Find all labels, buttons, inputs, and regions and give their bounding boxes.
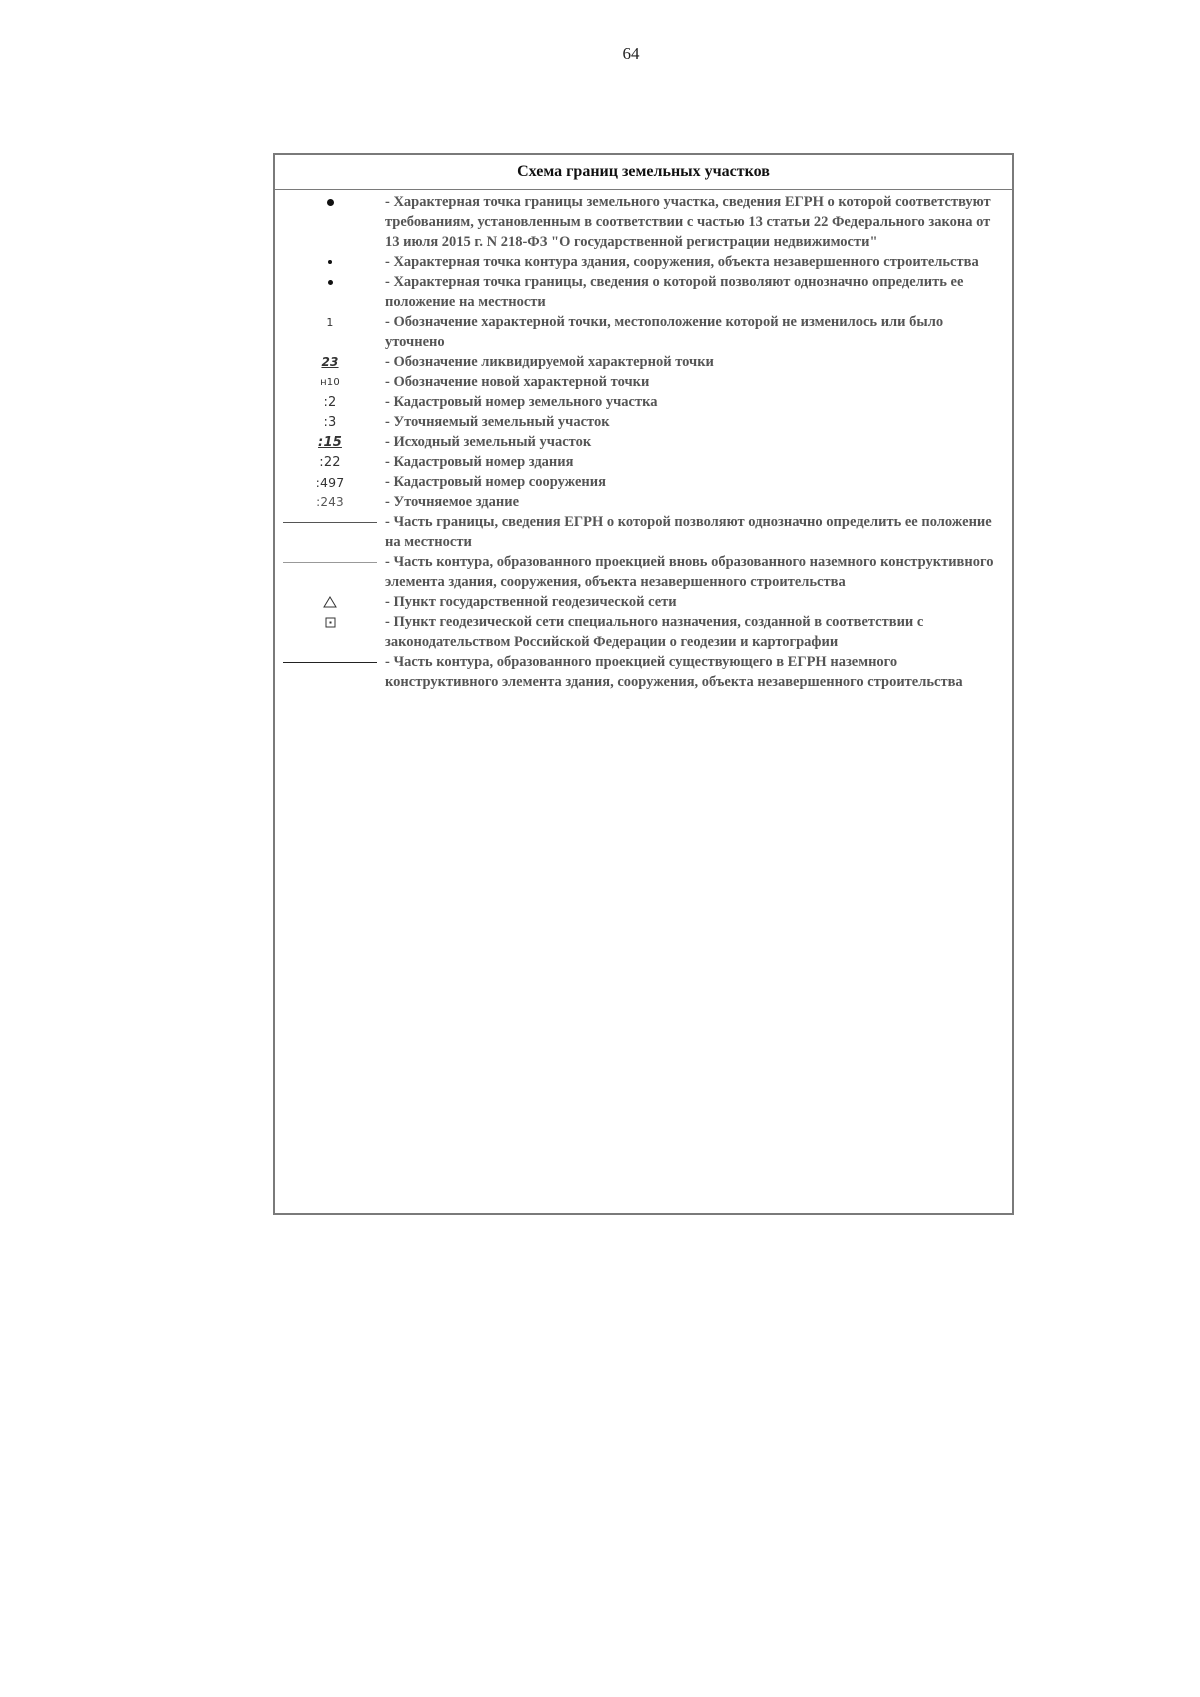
point-label: 1 bbox=[326, 315, 334, 329]
legend-symbol bbox=[275, 612, 385, 632]
legend-item bbox=[275, 312, 1012, 352]
legend-description: - Уточняемый земельный участок bbox=[385, 414, 610, 430]
legend-description: - Уточняемое здание bbox=[385, 494, 520, 510]
line-icon bbox=[283, 662, 377, 663]
legend-description: - Часть контура, образованного проекцией существующего в ЕГРН наземного конструктивного элемента здания, сооружения, объекта незавершенного строительства bbox=[385, 654, 963, 690]
legend-symbol bbox=[275, 372, 385, 392]
legend-item bbox=[275, 432, 1012, 452]
legend-item bbox=[275, 412, 1012, 432]
legend-description: - Часть контура, образованного проекцией вновь образованного наземного конструктивного элемента здания, сооружения, объекта незавершенного строительства bbox=[385, 554, 994, 590]
legend-item bbox=[275, 592, 1012, 612]
legend-symbol bbox=[275, 652, 385, 672]
legend-item bbox=[275, 472, 1012, 492]
legend-item bbox=[275, 392, 1012, 412]
legend-symbol bbox=[275, 412, 385, 432]
legend-symbol bbox=[275, 312, 385, 332]
line-icon bbox=[283, 562, 377, 563]
legend-description: - Пункт геодезической сети специального назначения, созданной в соответствии с законодательством Российской Федерации о геодезии и картографии bbox=[385, 614, 924, 650]
legend-item bbox=[275, 252, 1012, 272]
legend-item bbox=[275, 452, 1012, 472]
legend-symbol bbox=[275, 552, 385, 572]
building-number-label: :22 bbox=[319, 454, 341, 470]
square-icon bbox=[325, 617, 336, 628]
triangle-icon bbox=[323, 596, 337, 608]
legend-item bbox=[275, 372, 1012, 392]
parcel-number-label: :2 bbox=[323, 394, 337, 410]
legend bbox=[275, 190, 1012, 692]
legend-symbol bbox=[275, 352, 385, 372]
legend-description: - Характерная точка контура здания, сооружения, объекта незавершенного строительства bbox=[385, 254, 979, 270]
legend-description: - Кадастровый номер сооружения bbox=[385, 474, 606, 490]
legend-item bbox=[275, 492, 1012, 512]
new-point-label: н10 bbox=[320, 376, 340, 388]
legend-symbol bbox=[275, 252, 385, 272]
legend-symbol bbox=[275, 272, 385, 292]
boundary-scheme-frame bbox=[273, 153, 1014, 1215]
legend-symbol bbox=[275, 392, 385, 412]
structure-number-label: :497 bbox=[315, 474, 345, 490]
page-number: 64 bbox=[622, 44, 640, 63]
legend-item bbox=[275, 272, 1012, 312]
legend-symbol bbox=[275, 512, 385, 532]
legend-item bbox=[275, 552, 1012, 592]
legend-description: - Характерная точка границы земельного участка, сведения ЕГРН о которой соответствуют требованиям, установленным в соответствии с частью 13 статьи 22 Федерального закона от 13 июля 2015 г. N 218-ФЗ "О государственной регистрации недвижимости" bbox=[385, 194, 991, 250]
legend-description: - Пункт государственной геодезической сети bbox=[385, 594, 677, 610]
legend-description: - Обозначение характерной точки, местоположение которой не изменилось или было уточнено bbox=[385, 314, 944, 350]
legend-item bbox=[275, 652, 1012, 692]
legend-symbol bbox=[275, 432, 385, 452]
large-dot-icon bbox=[327, 199, 334, 206]
legend-symbol bbox=[275, 492, 385, 512]
legend-description: - Исходный земельный участок bbox=[385, 434, 592, 450]
refined-building-label: :243 bbox=[316, 495, 344, 509]
legend-symbol bbox=[275, 452, 385, 472]
removed-point-label: 23 bbox=[321, 355, 339, 369]
source-parcel-label: :15 bbox=[318, 434, 342, 450]
legend-item bbox=[275, 352, 1012, 372]
legend-description: - Кадастровый номер земельного участка bbox=[385, 394, 658, 410]
legend-description: - Обозначение ликвидируемой характерной точки bbox=[385, 354, 714, 370]
legend-description: - Кадастровый номер здания bbox=[385, 454, 574, 470]
legend-description: - Часть границы, сведения ЕГРН о которой позволяют однозначно определить ее положение на местности bbox=[385, 514, 992, 550]
frame-title: Схема границ земельных участков bbox=[275, 155, 1012, 190]
legend-symbol bbox=[275, 592, 385, 612]
medium-dot-icon bbox=[328, 280, 333, 285]
legend-item bbox=[275, 612, 1012, 652]
legend-description: - Характерная точка границы, сведения о которой позволяют однозначно определить ее положение на местности bbox=[385, 274, 964, 310]
legend-item bbox=[275, 512, 1012, 552]
refined-parcel-label: :3 bbox=[323, 414, 337, 430]
line-icon bbox=[283, 522, 377, 523]
legend-symbol bbox=[275, 472, 385, 492]
legend-item bbox=[275, 192, 1012, 252]
legend-description: - Обозначение новой характерной точки bbox=[385, 374, 650, 390]
small-dot-icon bbox=[328, 260, 332, 264]
legend-symbol bbox=[275, 192, 385, 212]
